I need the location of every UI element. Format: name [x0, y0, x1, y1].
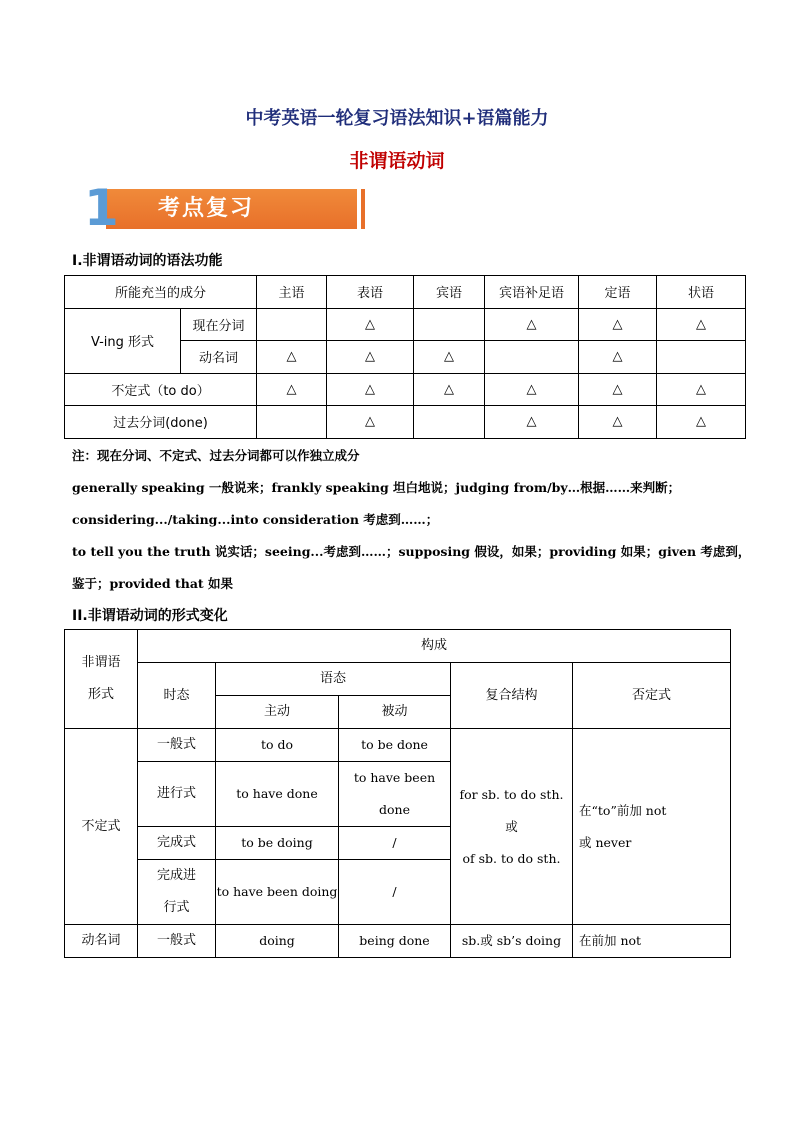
table-cell: △: [485, 308, 579, 341]
table-cell: △: [257, 341, 327, 374]
badge-number: 1: [84, 179, 119, 237]
header-cell: 主语: [257, 276, 327, 309]
negative-cell: [573, 729, 731, 925]
table-cell: △: [657, 406, 746, 439]
badge-label: 考点复习: [158, 195, 255, 221]
table-cell: △: [579, 406, 657, 439]
row-label: 过去分词(done): [65, 406, 257, 439]
header-cell: 状语: [657, 276, 746, 309]
row-label: 完成进行式: [138, 860, 216, 925]
header-cell: 宾语: [414, 276, 485, 309]
function-table: [64, 275, 746, 439]
row-group-label: 动名词: [65, 925, 138, 958]
table-cell: to be doing: [216, 827, 339, 860]
compound-text: for sb. to do sth.: [459, 786, 564, 802]
table-row: [65, 663, 731, 696]
row-label: 进行式: [138, 762, 216, 827]
row-label: 一般式: [138, 925, 216, 958]
section2-heading: II.非谓语动词的形式变化: [72, 608, 228, 624]
table-cell: being done: [339, 925, 451, 958]
table-row: [65, 308, 746, 341]
table-row: [65, 630, 731, 663]
table-row: [65, 373, 746, 406]
table-cell: △: [327, 406, 414, 439]
table-cell: sb.或 sb’s doing: [451, 925, 573, 958]
table-cell: [257, 406, 327, 439]
table-cell: △: [257, 373, 327, 406]
table-row: [65, 276, 746, 309]
table-cell: 在前加 not: [573, 925, 731, 958]
row-label: 现在分词: [181, 308, 257, 341]
row-label: 完成式: [138, 827, 216, 860]
table-cell: △: [485, 406, 579, 439]
table-cell: △: [327, 373, 414, 406]
table-cell: △: [657, 373, 746, 406]
header-cell: 所能充当的成分: [65, 276, 257, 309]
table-cell: [414, 406, 485, 439]
table-cell: /: [339, 827, 451, 860]
row-group-label: 不定式: [65, 729, 138, 925]
table-cell: [414, 308, 485, 341]
note-line: considering.../taking...into consideration 考虑到……；: [72, 512, 439, 527]
table-cell: △: [579, 341, 657, 374]
header-cell: 复合结构: [451, 663, 573, 729]
header-cell: 被动: [339, 696, 451, 729]
table-row: [65, 406, 746, 439]
row-group-label: V-ing 形式: [65, 308, 181, 373]
table-row: [65, 925, 731, 958]
page-title: 中考英语一轮复习语法知识+语篇能力: [245, 108, 549, 129]
row-label: 一般式: [138, 729, 216, 762]
table-cell: △: [414, 341, 485, 374]
note-line: to tell you the truth 说实话；seeing...考虑到……；supposing 假设，如果；providing 如果；given 考虑到，: [72, 544, 751, 559]
note-line: 鉴于；provided that 如果: [72, 576, 234, 591]
table-cell: [657, 341, 746, 374]
note-line: generally speaking 一般说来；frankly speaking 坦白地说；judging from/by…根据……来判断；: [72, 480, 681, 495]
table-cell: △: [327, 341, 414, 374]
table-cell: to do: [216, 729, 339, 762]
note-line: 注：现在分词、不定式、过去分词都可以作独立成分: [72, 448, 360, 463]
table-cell: △: [485, 373, 579, 406]
header-cell: 语态: [216, 663, 451, 696]
section1-heading: I.非谓语动词的语法功能: [72, 253, 223, 269]
page-subtitle: 非谓语动词: [349, 150, 445, 172]
table-cell: to be done: [339, 729, 451, 762]
compound-text: 或: [505, 818, 518, 834]
table-cell: [257, 308, 327, 341]
row-label: 不定式（to do）: [65, 373, 257, 406]
header-cell: 否定式: [573, 663, 731, 729]
table-cell: to have been doing: [216, 860, 339, 925]
compound-cell: [451, 729, 573, 925]
header-cell: 宾语补足语: [485, 276, 579, 309]
header-cell: 非谓语形式: [65, 630, 138, 729]
header-cell: 主动: [216, 696, 339, 729]
negative-text: 在“to”前加 not: [579, 802, 667, 818]
form-table: [64, 629, 731, 958]
table-cell: [485, 341, 579, 374]
compound-text: of sb. to do sth.: [462, 850, 561, 866]
row-label: 动名词: [181, 341, 257, 374]
table-cell: △: [579, 373, 657, 406]
table-cell: △: [657, 308, 746, 341]
header-cell: 定语: [579, 276, 657, 309]
table-cell: △: [414, 373, 485, 406]
header-cell: 时态: [138, 663, 216, 729]
table-cell: /: [339, 860, 451, 925]
table-cell: to have done: [216, 762, 339, 827]
header-cell: 表语: [327, 276, 414, 309]
table-row: [65, 729, 731, 762]
table-cell: △: [579, 308, 657, 341]
header-cell: 构成: [138, 630, 731, 663]
table-cell: doing: [216, 925, 339, 958]
badge-banner: [106, 189, 361, 229]
table-cell: △: [327, 308, 414, 341]
negative-text: 或 never: [579, 834, 632, 850]
table-cell: to have been done: [339, 762, 451, 827]
